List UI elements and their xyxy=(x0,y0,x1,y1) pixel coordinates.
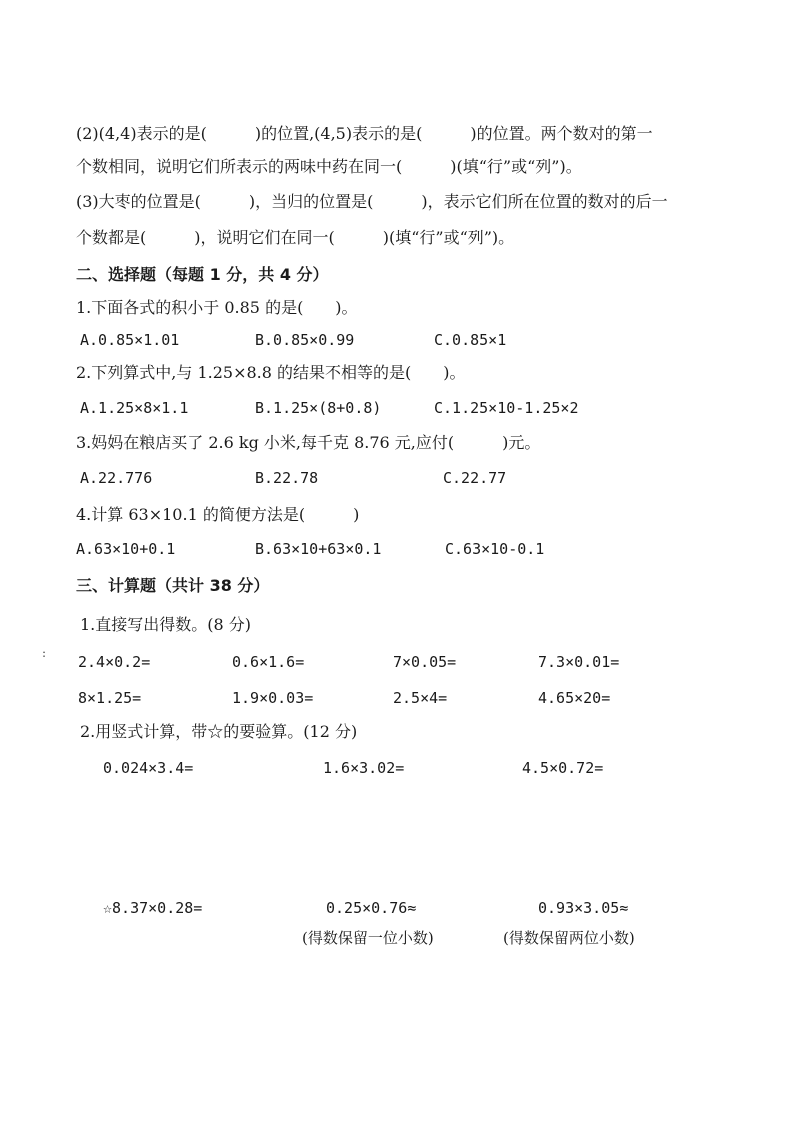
choice-question-3-option-b: B.22.78 xyxy=(255,469,319,487)
vertical-calc-item: ☆8.37×0.28= xyxy=(103,899,203,917)
choice-question-1-option-b: B.0.85×0.99 xyxy=(255,331,355,349)
oral-calc-item: 8×1.25= xyxy=(78,689,142,707)
oral-calc-item: 7.3×0.01= xyxy=(538,653,620,671)
choice-question-2-option-b: B.1.25×(8+0.8) xyxy=(255,399,382,417)
oral-calc-item: 7×0.05= xyxy=(393,653,457,671)
choice-question-4: 4.计算 63×10.1 的简便方法是( ) xyxy=(76,505,360,524)
choice-question-4-option-a: A.63×10+0.1 xyxy=(76,540,176,558)
choice-question-3: 3.妈妈在粮店买了 2.6 kg 小米,每千克 8.76 元,应付( )元。 xyxy=(76,433,541,452)
oral-calc-item: 4.65×20= xyxy=(538,689,611,707)
choice-question-4-option-c: C.63×10-0.1 xyxy=(445,540,545,558)
margin-mark: : xyxy=(42,646,47,660)
choice-question-1-option-c: C.0.85×1 xyxy=(434,331,507,349)
vertical-calc-item: 0.024×3.4= xyxy=(103,759,194,777)
oral-calc-item: 1.9×0.03= xyxy=(232,689,314,707)
choice-question-4-option-b: B.63×10+63×0.1 xyxy=(255,540,382,558)
calc-question-1-title: 1.直接写出得数。(8 分) xyxy=(80,615,252,634)
choice-question-2: 2.下列算式中,与 1.25×8.8 的结果不相等的是( )。 xyxy=(76,363,466,382)
vertical-calc-item: 0.93×3.05≈ xyxy=(538,899,629,917)
fill-question-2-line-1: (2)(4,4)表示的是( )的位置,(4,5)表示的是( )的位置。两个数对的第一 xyxy=(76,124,653,143)
vertical-calc-item: 4.5×0.72= xyxy=(522,759,604,777)
fill-question-3-line-2: 个数都是( )，说明它们在同一( )(填“行”或“列”)。 xyxy=(76,228,515,247)
choice-question-2-option-a: A.1.25×8×1.1 xyxy=(80,399,189,417)
fill-question-3-line-1: (3)大枣的位置是( )，当归的位置是( )，表示它们所在位置的数对的后一 xyxy=(76,192,668,211)
oral-calc-item: 0.6×1.6= xyxy=(232,653,305,671)
vertical-calc-item: 1.6×3.02= xyxy=(323,759,405,777)
oral-calc-item: 2.4×0.2= xyxy=(78,653,151,671)
fill-question-2-line-2: 个数相同，说明它们所表示的两味中药在同一( )(填“行”或“列”)。 xyxy=(76,157,582,176)
choice-question-1-option-a: A.0.85×1.01 xyxy=(80,331,180,349)
choice-question-3-option-c: C.22.77 xyxy=(443,469,507,487)
rounding-note-two-decimals: (得数保留两位小数) xyxy=(503,929,635,947)
rounding-note-one-decimal: (得数保留一位小数) xyxy=(302,929,434,947)
choice-question-2-option-c: C.1.25×10-1.25×2 xyxy=(434,399,579,417)
vertical-calc-item: 0.25×0.76≈ xyxy=(326,899,417,917)
section-3-heading: 三、计算题（共计 38 分） xyxy=(76,576,270,595)
choice-question-1: 1.下面各式的积小于 0.85 的是( )。 xyxy=(76,298,358,317)
section-2-heading: 二、选择题（每题 1 分，共 4 分） xyxy=(76,265,329,284)
choice-question-3-option-a: A.22.776 xyxy=(80,469,153,487)
oral-calc-item: 2.5×4= xyxy=(393,689,448,707)
calc-question-2-title: 2.用竖式计算，带☆的要验算。(12 分) xyxy=(80,722,358,741)
